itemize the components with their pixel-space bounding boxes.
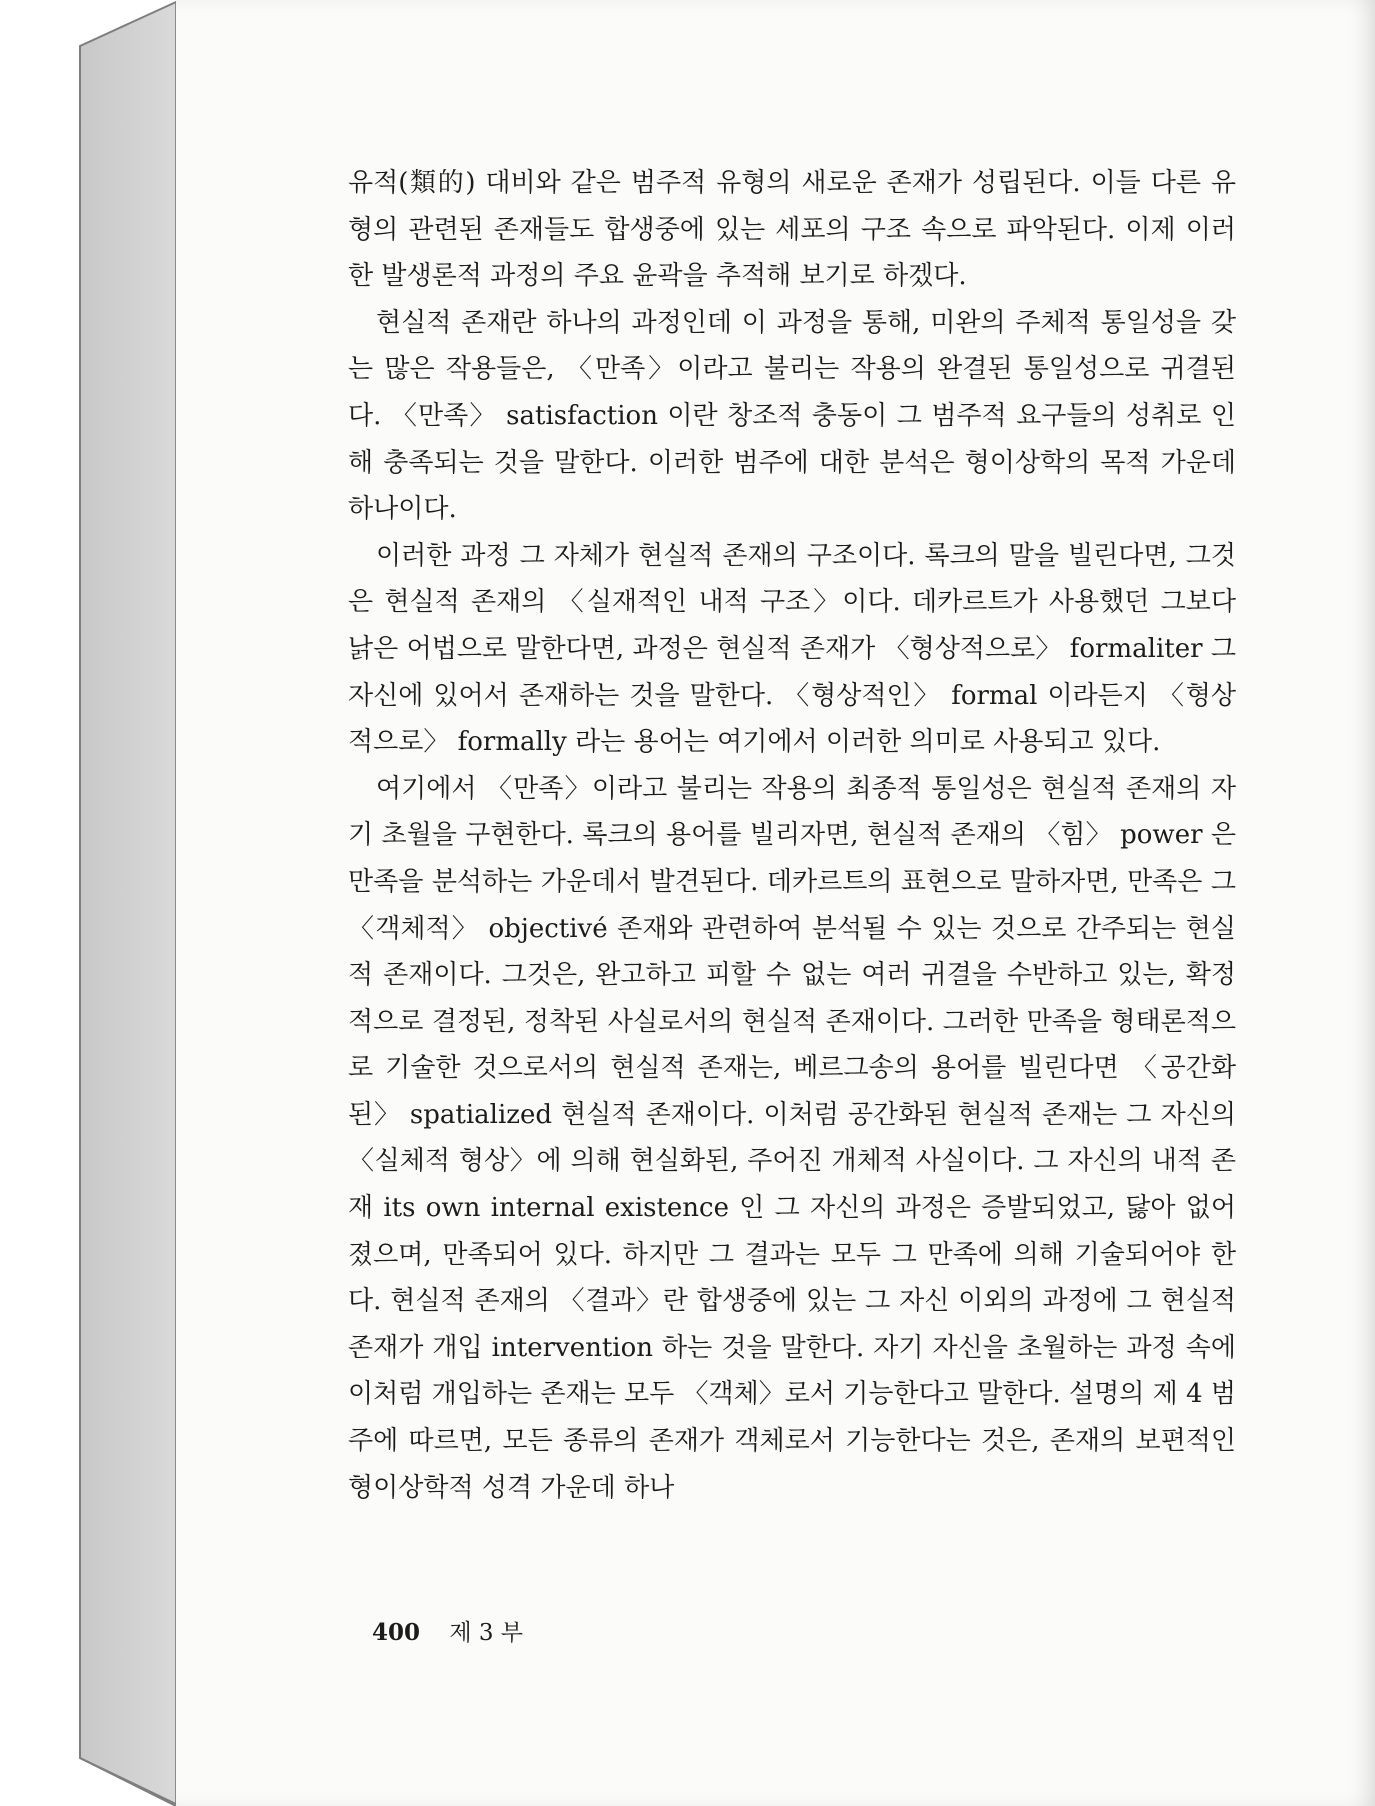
page-number: 400: [372, 1619, 421, 1646]
paragraph-4: 여기에서 〈만족〉이라고 불리는 작용의 최종적 통일성은 현실적 존재의 자기 초월을 구현한다. 록크의 용어를 빌리자면, 현실적 존재의 〈힘〉 power 은 만족을 분석하는 가운데서 발견된다. 데카르트의 표현으로 말하자면, 만족은 그 〈객체적〉 objectivé 존재와 관련하여 분석될 수 있는 것으로 간주되는 현실적 존재이다. 그것은, 완고하고 피할 수 없는 여러 귀결을 수반하고 있는, 확정적으로 결정된, 정착된 사실로서의 현실적 존재이다. 그러한 만족을 형태론적으로 기술한 것으로서의 현실적 존재는, 베르그송의 용어를 빌린다면 〈공간화된〉 spatialized 현실적 존재이다. 이처럼 공간화된 현실적 존재는 그 자신의 〈실체적 형상〉에 의해 현실화된, 주어진 개체적 사실이다. 그 자신의 내적 존재 its own internal existence 인 그 자신의 과정은 증발되었고, 닳아 없어졌으며, 만족되어 있다. 하지만 그 결과는 모두 그 만족에 의해 기술되어야 한다. 현실적 존재의 〈결과〉란 합생중에 있는 그 자신 이외의 과정에 그 현실적 존재가 개입 intervention 하는 것을 말한다. 자기 자신을 초월하는 과정 속에 이처럼 개입하는 존재는 모두 〈객체〉로서 기능한다고 말한다. 설명의 제 4 범주에 따르면, 모든 종류의 존재가 객체로서 기능한다는 것은, 존재의 보편적인 형이상학적 성격 가운데 하나: [348, 773, 1236, 1503]
page-footer: [372, 1614, 523, 1647]
paragraph-2: 현실적 존재란 하나의 과정인데 이 과정을 통해, 미완의 주체적 통일성을 갖는 많은 작용들은, 〈만족〉이라고 불리는 작용의 완결된 통일성으로 귀결된다. 〈만족〉 satisfaction 이란 창조적 충동이 그 범주적 요구들의 성취로 인해 충족되는 것을 말한다. 이러한 범주에 대한 분석은 형이상학의 목적 가운데 하나이다.: [348, 307, 1236, 525]
document-page: [176, 0, 1375, 1806]
body-text: [348, 160, 1236, 1511]
paragraph-1: 유적(類的) 대비와 같은 범주적 유형의 새로운 존재가 성립된다. 이들 다른 유형의 관련된 존재들도 합생중에 있는 세포의 구조 속으로 파악된다. 이제 이러한 발생론적 과정의 주요 윤곽을 추적해 보기로 하겠다.: [348, 168, 1236, 292]
book-spine-face: [80, 2, 176, 1806]
paragraph-3: 이러한 과정 그 자체가 현실적 존재의 구조이다. 록크의 말을 빌린다면, 그것은 현실적 존재의 〈실재적인 내적 구조〉이다. 데카르트가 사용했던 그보다 낡은 어법으로 말한다면, 과정은 현실적 존재가 〈형상적으로〉 formaliter 그 자신에 있어서 존재하는 것을 말한다. 〈형상적인〉 formal 이라든지 〈형상적으로〉 formally 라는 용어는 여기에서 이러한 의미로 사용되고 있다.: [348, 540, 1236, 758]
section-label: 제 3 부: [449, 1620, 524, 1646]
